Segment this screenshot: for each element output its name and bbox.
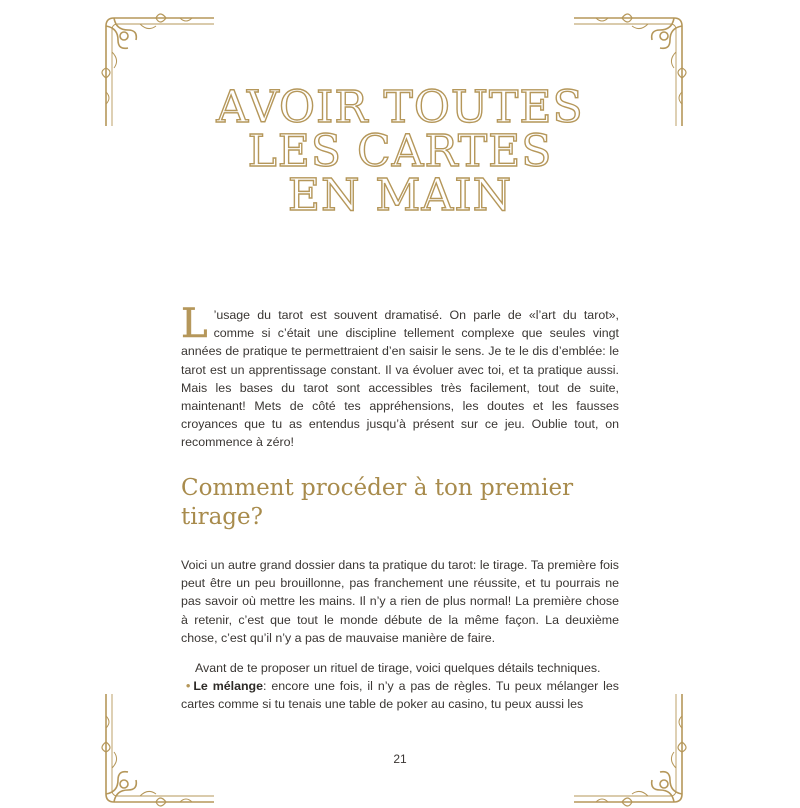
intro-paragraph <box>181 301 619 452</box>
page-number: 21 <box>393 752 407 766</box>
section-paragraph-2: Avant de te proposer un rituel de tirage, voici quelques détails techniques. <box>195 661 601 675</box>
chapter-title-line-1: AVOIR TOUTES <box>216 82 584 133</box>
chapter-title-line-3: EN MAIN <box>287 170 513 221</box>
bullet-item <box>181 677 619 713</box>
section-paragraph-1: Voici un autre grand dossier dans ta pratique du tarot: le tirage. Ta première fois peut être un peu brouillonne, pas franchement une réussite, et tu pourrais ne pas savoir où mettre les mains. Il n’y a rien de plus normal! La première chose à retenir, c’est que tout le monde débute de la même façon. La deuxième chose, c’est qu’il n’y a pas de mauvaise manière de faire. <box>181 558 619 645</box>
bullet-term: Le mélange <box>193 679 263 693</box>
drop-cap: L <box>181 301 208 347</box>
intro-text: ’usage du tarot est souvent dramatisé. On parle de «l’art du tarot», comme si c’était une discipline tellement complexe que seules vingt années de pratique te permettraient d’en saisir le sens. Je te le dis d’emblée: le tarot est un apprentissage constant. Il va évoluer avec toi, et ta pratique aussi. Mais les bases du tarot sont accessibles très facilement, tout de suite, maintenant! Mets de côté tes appréhensions, les doutes et les fausses croyances que tu as entendus jusqu’à présent sur ce jeu. Oublie tout, on recommence à zéro! <box>181 308 619 450</box>
chapter-title <box>150 82 650 221</box>
chapter-title-line-2: LES CARTES <box>247 126 553 177</box>
bullet-text: : encore une fois, il n’y a pas de règles. Tu peux mélanger les cartes comme si tu tenais une table de poker au casino, tu peux aussi les <box>181 679 619 712</box>
bullet-marker: • <box>186 679 191 693</box>
section-heading: Comment procéder à ton premier tirage? <box>181 475 574 530</box>
